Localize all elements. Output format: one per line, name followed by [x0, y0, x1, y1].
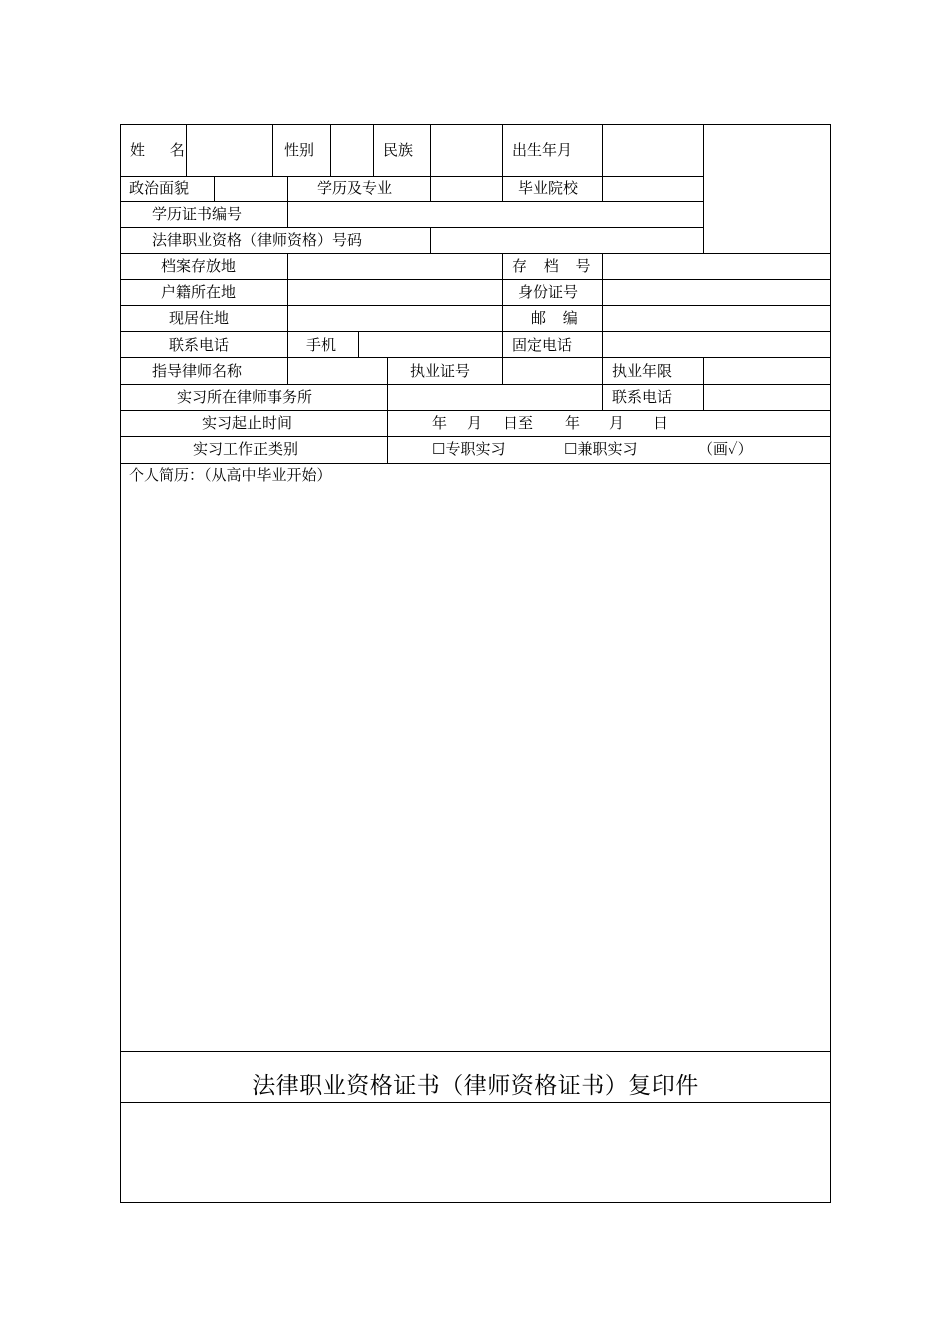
internship-category-label: 实习工作正类别: [193, 440, 299, 458]
practice-years-field[interactable]: [704, 358, 829, 383]
col-divider: [502, 176, 503, 201]
col-divider: [373, 125, 374, 176]
internship-firm-field[interactable]: [388, 385, 601, 409]
contact-phone-label: 联系电话: [169, 336, 230, 354]
firm-phone-label: 联系电话: [612, 388, 673, 406]
name-field[interactable]: [187, 126, 271, 175]
row-divider: [121, 1051, 830, 1052]
row-divider: [121, 436, 830, 437]
start-month-unit: 月: [467, 414, 483, 432]
license-number-label: 执业证号: [410, 362, 471, 380]
mentor-lawyer-label: 指导律师名称: [152, 362, 243, 380]
license-number-field[interactable]: [503, 358, 601, 383]
start-year-unit: 年: [432, 414, 448, 432]
col-divider: [387, 357, 388, 384]
resume-field[interactable]: [122, 487, 829, 1050]
political-status-field[interactable]: [215, 177, 286, 200]
hukou-location-label: 户籍所在地: [161, 283, 237, 301]
ethnicity-label: 民族: [383, 141, 414, 159]
diploma-number-label: 学历证书编号: [152, 205, 243, 223]
legal-qualification-number-label: 法律职业资格（律师资格）号码: [152, 231, 363, 249]
id-number-label: 身份证号: [518, 283, 579, 301]
graduate-school-label: 毕业院校: [518, 179, 579, 197]
practice-years-label: 执业年限: [612, 362, 673, 380]
landline-field[interactable]: [603, 332, 829, 356]
hukou-location-field[interactable]: [288, 280, 501, 304]
end-month-unit: 月: [609, 414, 625, 432]
resume-label: 个人简历：（从高中毕业开始）: [129, 466, 332, 484]
birth-date-label: 出生年月: [512, 141, 573, 159]
gender-label: 性别: [284, 141, 315, 159]
col-divider: [287, 331, 288, 357]
id-number-field[interactable]: [603, 280, 829, 304]
firm-phone-field[interactable]: [704, 385, 829, 409]
col-divider: [602, 384, 603, 410]
political-status-label: 政治面貌: [129, 179, 190, 197]
internship-period-label: 实习起止时间: [202, 414, 293, 432]
certificate-copy-area: [122, 1103, 829, 1202]
postcode-label: 邮 编: [531, 309, 584, 327]
col-divider: [502, 125, 503, 176]
end-year-unit: 年: [565, 414, 581, 432]
col-divider: [287, 176, 288, 201]
photo-area: [704, 126, 829, 252]
col-divider: [502, 331, 503, 357]
current-residence-field[interactable]: [288, 306, 501, 330]
mentor-lawyer-field[interactable]: [288, 358, 386, 383]
row-divider: [121, 410, 830, 411]
archive-location-label: 档案存放地: [161, 257, 237, 275]
postcode-field[interactable]: [603, 306, 829, 330]
col-divider: [502, 253, 503, 331]
mobile-field[interactable]: [359, 332, 501, 356]
row-divider: [121, 463, 830, 464]
col-divider: [602, 357, 603, 384]
current-residence-label: 现居住地: [169, 309, 230, 327]
col-divider: [272, 125, 273, 176]
mobile-label: 手机: [306, 336, 337, 354]
birth-date-field[interactable]: [603, 126, 702, 175]
diploma-number-field[interactable]: [288, 202, 702, 226]
parttime-internship-checkbox[interactable]: ☐兼职实习: [564, 440, 638, 458]
legal-qualification-number-field[interactable]: [431, 228, 702, 252]
archive-location-field[interactable]: [288, 254, 501, 278]
name-label: 姓 名: [130, 141, 195, 159]
education-major-label: 学历及专业: [317, 179, 393, 197]
education-major-field[interactable]: [431, 177, 501, 200]
ethnicity-field[interactable]: [431, 126, 501, 175]
archive-number-label: 存 档 号: [512, 257, 597, 275]
end-day-unit: 日: [653, 414, 669, 432]
certificate-copy-title: 法律职业资格证书（律师资格证书）复印件: [252, 1073, 699, 1099]
gender-field[interactable]: [331, 126, 372, 175]
graduate-school-field[interactable]: [603, 177, 702, 200]
tick-instruction: （画✓）: [698, 440, 753, 458]
application-form: [120, 124, 831, 1203]
landline-label: 固定电话: [512, 336, 573, 354]
col-divider: [387, 410, 388, 463]
fulltime-internship-checkbox[interactable]: ☐专职实习: [432, 440, 506, 458]
internship-firm-label: 实习所在律师事务所: [177, 388, 313, 406]
archive-number-field[interactable]: [603, 254, 829, 278]
start-day-to: 日至: [503, 414, 534, 432]
